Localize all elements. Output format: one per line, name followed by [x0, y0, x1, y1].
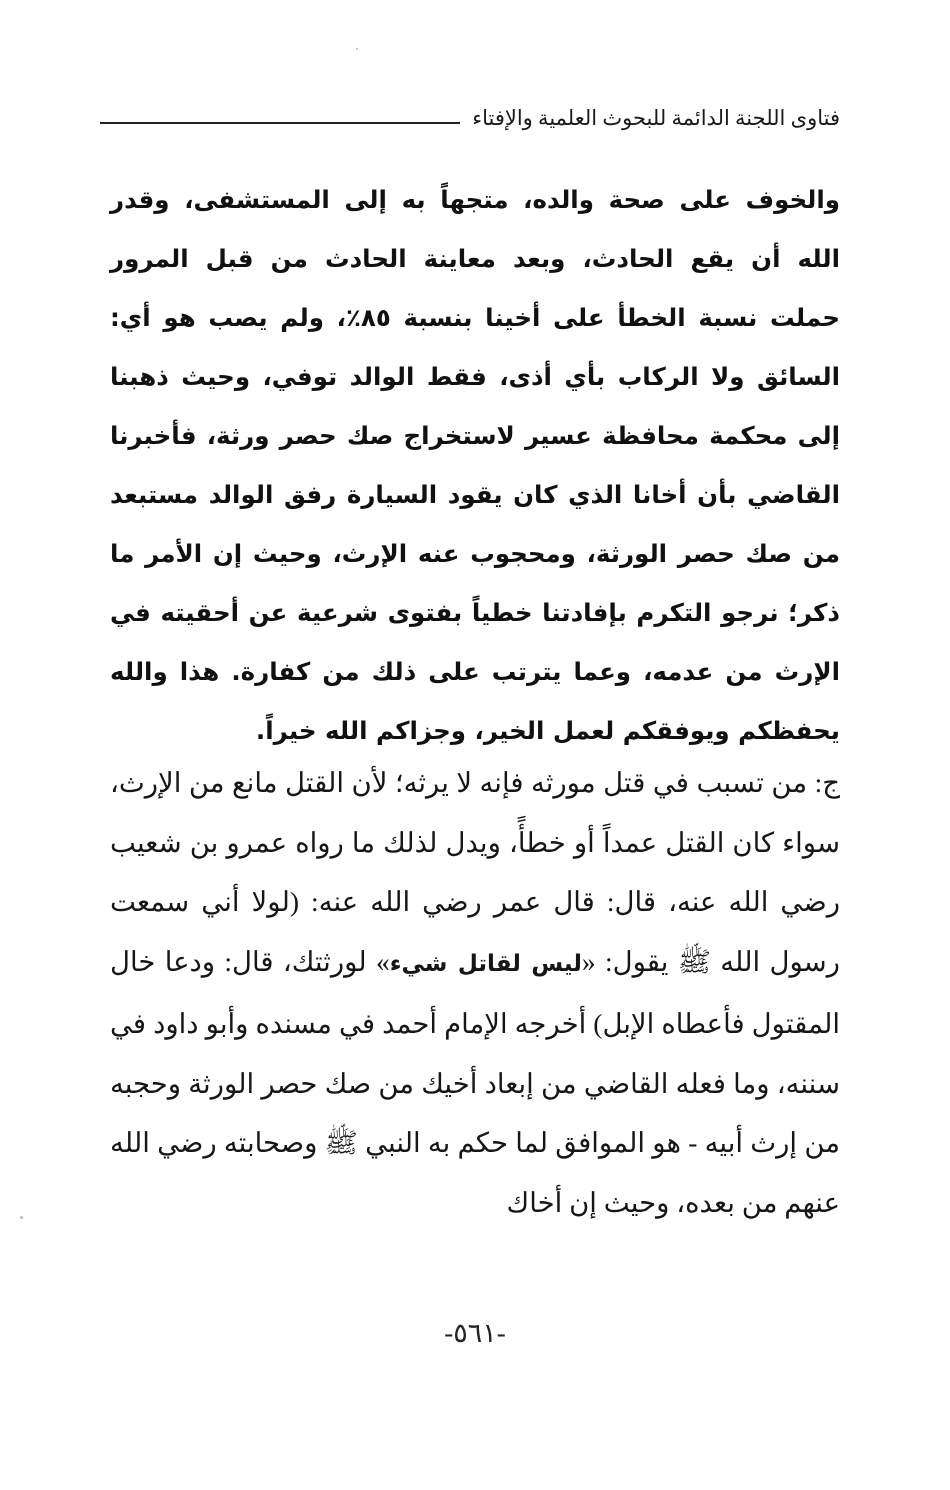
- question-text: والخوف على صحة والده، متجهاً به إلى المستشفى، وقدر الله أن يقع الحادث، وبعد معاينة الحادث من قبل المرور حملت نسبة الخطأ على أخينا بنسبة ٨٥٪، ولم يصب هو أي: السائق ولا الركاب بأي أذى، فقط الوالد توفي، وحيث ذهبنا إلى محكمة محافظة عسير لاستخراج صك حصر ورثة، فأخبرنا القاضي بأن أخانا الذي كان يقود السيارة رفق الوالد مستبعد من صك حصر الورثة، ومحجوب عنه الإرث، وحيث إن الأمر ما ذكر؛ نرجو التكرم بإفادتنا خطياً بفتوى شرعية عن أحقيته في الإرث من عدمه، وعما يترتب على ذلك من كفارة. هذا والله يحفظكم ويوفقكم لعمل الخير، وجزاكم الله خيراً.: [110, 185, 841, 745]
- answer-block: [110, 753, 840, 1232]
- scan-speck: [20, 1216, 23, 1219]
- answer-paragraph: [110, 753, 840, 1232]
- scan-speck: [356, 48, 358, 50]
- page-number: -٥٦١-: [444, 1318, 506, 1348]
- header-rule: [100, 122, 460, 124]
- running-header: [100, 106, 840, 131]
- running-header-title: فتاوى اللجنة الدائمة للبحوث العلمية والإفتاء: [472, 106, 840, 130]
- answer-text-part2: » لورثتك، قال: ودعا خال المقتول فأعطاه الإبل) أخرجه الإمام أحمد في مسنده وأبو داود في سننه، وما فعله القاضي من إبعاد أخيك من صك حصر الورثة وحجبه من إرث أبيه - هو الموافق لما حكم به النبي ﷺ وصحابته رضي الله عنهم من بعده، وحيث إن أخاك: [110, 945, 840, 1218]
- hadith-quote: ليس لقاتل شيء: [389, 950, 582, 977]
- answer-text-part1: ج: من تسبب في قتل مورثه فإنه لا يرثه؛ لأن القتل مانع من الإرث، سواء كان القتل عمداً أو خطأً، ويدل لذلك ما رواه عمرو بن شعيب رضي الله عنه، قال: قال عمر رضي الله عنه: (لولا أني سمعت رسول الله ﷺ يقول: «: [110, 767, 840, 977]
